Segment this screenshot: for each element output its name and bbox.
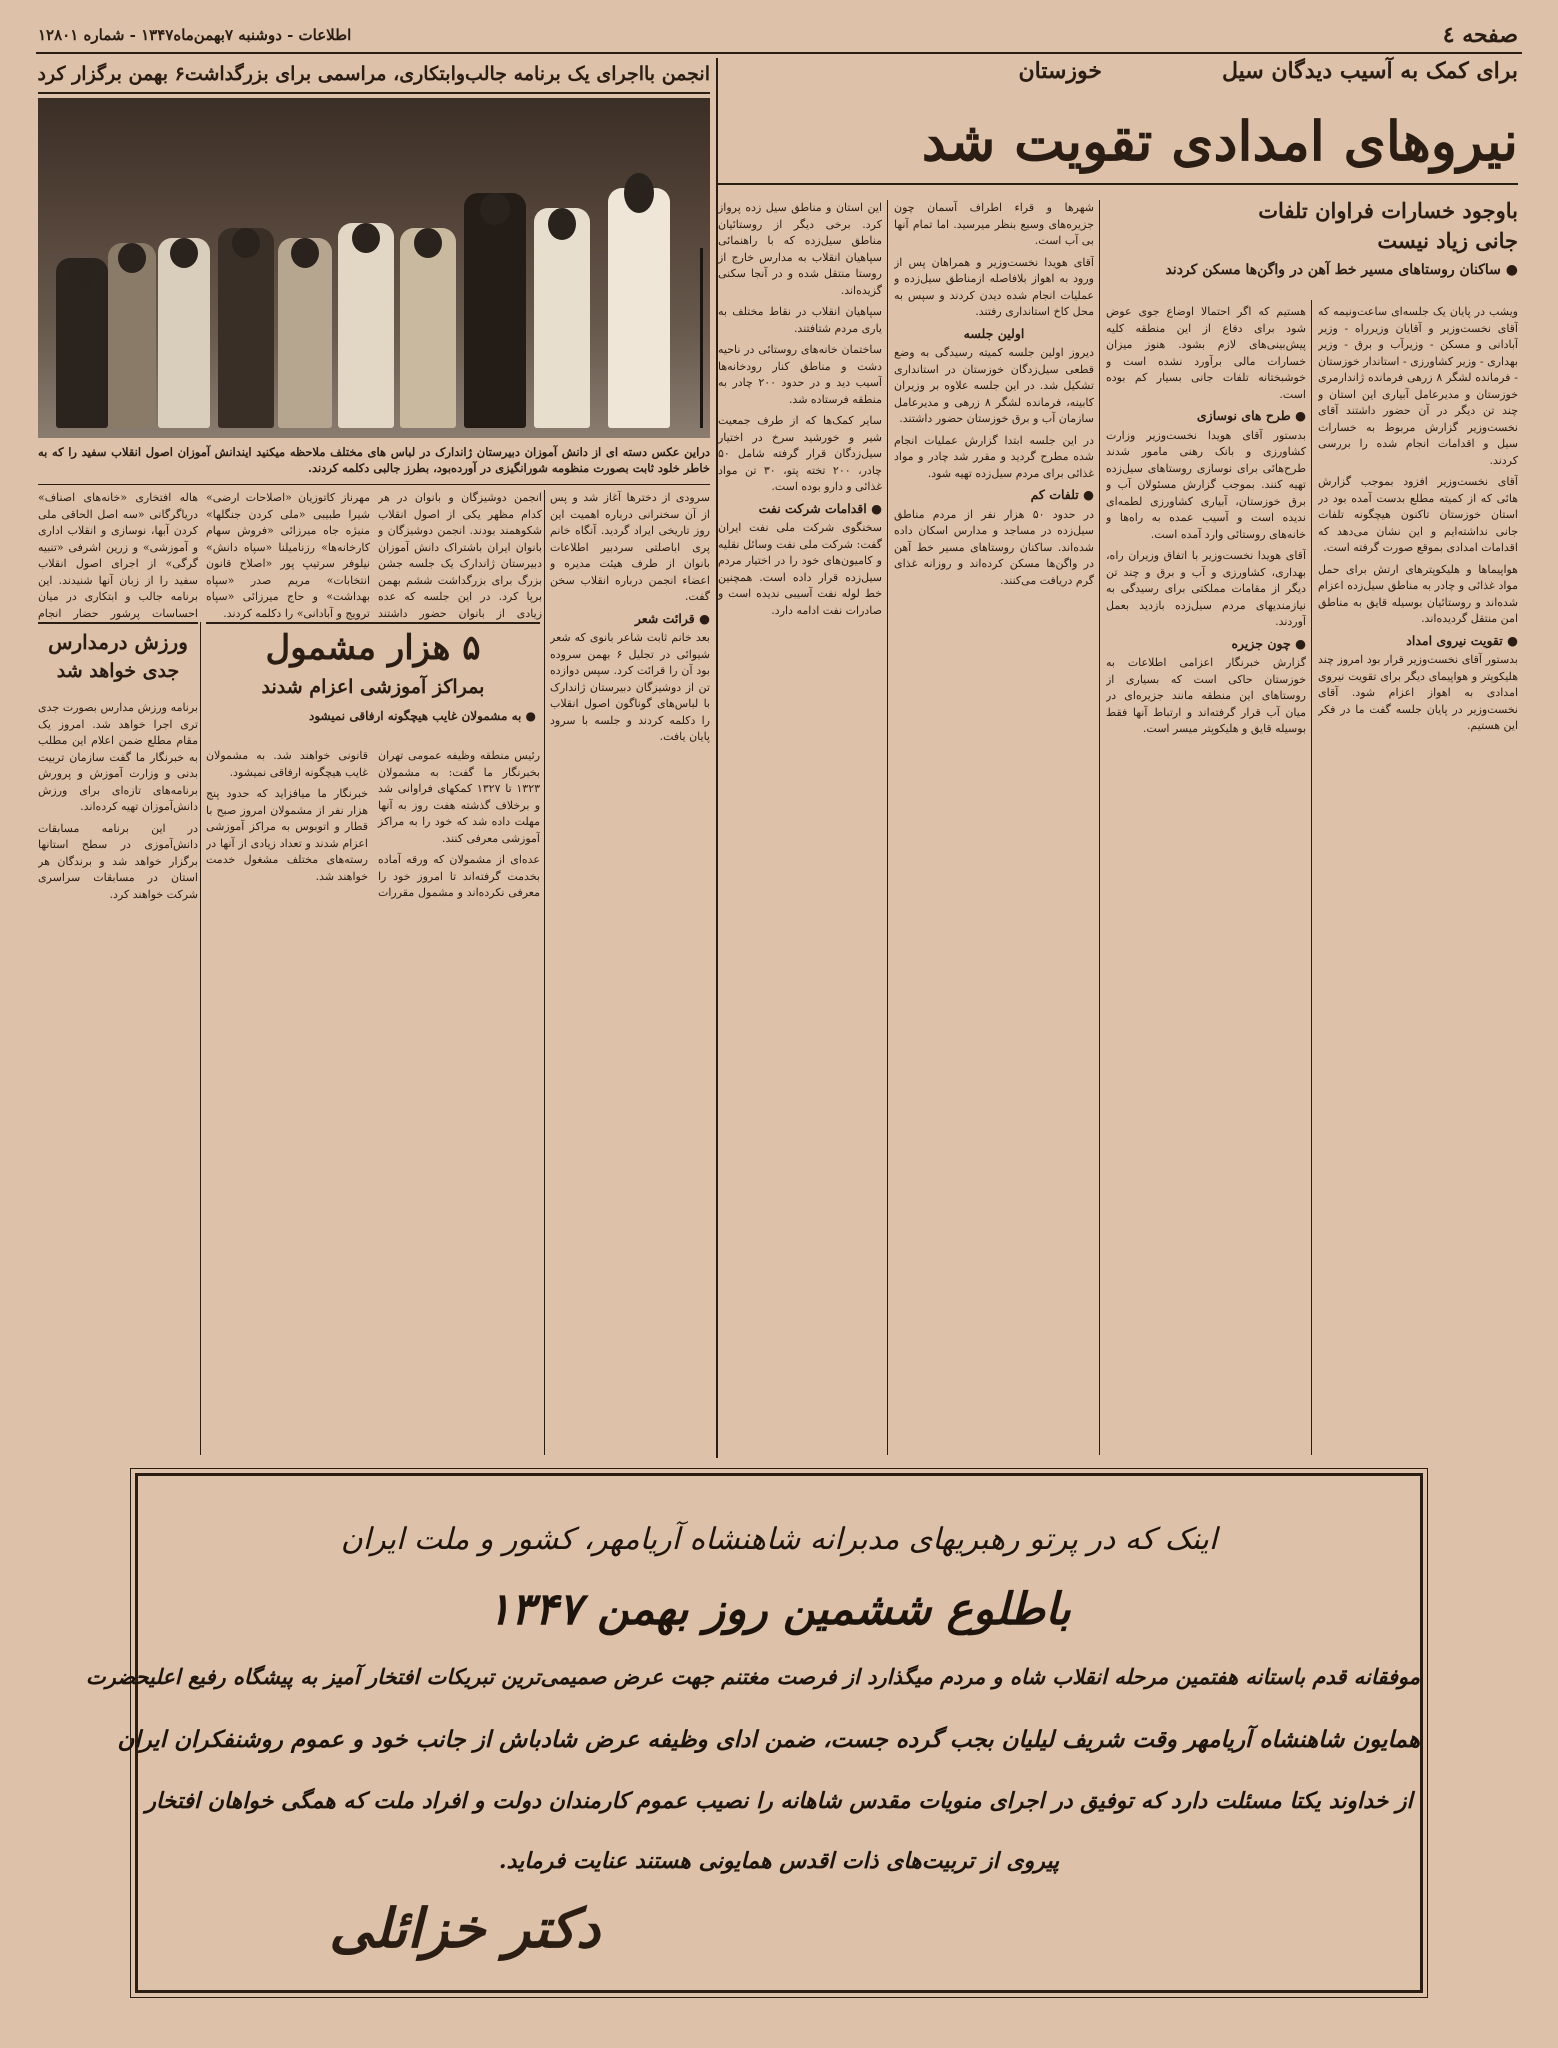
photo-story-col-2 — [206, 490, 370, 620]
lead-col-b-subhead-2: ● چون جزیره — [1231, 635, 1306, 651]
lead-col-b-p3: آقای هویدا نخست‌وزیر با اتفاق وزیران راه، بهداری، کشاورزی و آب و برق و چند تن دیگر از مقامات مملکتی برای رسیدگی به نیازمندیهای مردم سیل‌زده بازدید بعمل آوردند. — [1106, 549, 1306, 628]
photo-figure-head — [170, 238, 198, 268]
lead-column-c — [894, 200, 1094, 1455]
lead-col-d-p4: سایر کمک‌ها که از طرف جمعیت شیر و خورشید سرخ در اختیار سیل‌زدگان قرار گرفته شامل ۵۰ چادر، ۲۰۰ تخته پتو، ۳۰ تن مواد غذائی و دارو بوده است. — [718, 414, 882, 493]
sport-p1: برنامه ورزش مدارس بصورت جدی تری اجرا خواهد شد. امروز یک مقام مطلع ضمن اعلام این مطلب به خبرنگار ما گفت سازمان تربیت بدنی و وزارت آموزش و پرورش برنامه‌های تازه‌ای برای ورزش دانش‌آموزان تهیه کرده‌اند. — [38, 701, 198, 813]
conscript-p1: رئیس منطقه وظیفه عمومی تهران بخبرنگار ما گفت: به مشمولان ۱۳۲۳ تا ۱۳۲۷ کمکهای فراوانی شد و برخلاف گذشته هفت روز به آنها مهلت داده شد که خود را به مراکز آموزشی معرفی کنند. — [378, 749, 540, 845]
page-number: صفحه ٤ — [1442, 22, 1518, 48]
photo-headline-rule — [38, 92, 710, 94]
photo-figure-head — [352, 223, 380, 253]
lead-deck-3: ● ساکنان روستاهای مسیر خط آهن در واگن‌ها مسکن کردند — [1165, 262, 1518, 278]
photo-figure-head — [232, 228, 260, 258]
lead-col-a-subhead: ● تقویت نیروی امداد — [1406, 632, 1518, 648]
lead-deck-1: باوجود خسارات فراوان تلفات — [1258, 198, 1518, 223]
advert-line-2: باطلوع ششمین روز بهمن ۱۳۴۷ — [487, 1584, 1071, 1635]
lead-col-c-subhead-2: ● تلفات کم — [1030, 487, 1094, 502]
photo-col4-p2: بعد خانم ثابت شاعر بانوی که شعر شیوائی در تجلیل ۶ بهمن سروده بود آن را قرائت کرد. سپس دوازده تن از دوشیزگان دبیرستان ژاندارک با لباس‌های گوناگون اصول انقلاب را دکلمه کردند و جلسه با سرود پایان یافت. — [550, 631, 710, 743]
congratulation-advert — [85, 1473, 1423, 1993]
photo-figure — [338, 223, 394, 428]
conscript-tag: ● به مشمولان غایب هیچگونه ارفاقی نمیشود — [309, 709, 536, 723]
microphone-stand — [700, 248, 703, 428]
lead-col-c-subhead-1: اولین جلسه — [963, 325, 1025, 341]
advert-line-4: همایون شاهنشاه آریامهر وقت شریف لیلیان بجب گرده جست، ضمن ادای وظیفه عرض شادباش از جانب خود و عموم روشنفکران ایران — [117, 1726, 1420, 1753]
lead-column-b — [1106, 304, 1306, 1454]
header-rule — [36, 52, 1522, 54]
lead-region: خوزستان — [1018, 58, 1102, 84]
lead-col-b-p4: گزارش خبرنگار اعزامی اطلاعات به خوزستان حاکی است که بسیاری از روستاهای این منطقه مانند جزیره‌ای در میان آب قرار گرفته‌اند و ارتباط آنها فقط بوسیله قایق و هلیکوپتر میسر است. — [1106, 656, 1306, 735]
advert-line-5: از خداوند یکتا مسئلت دارد که توفیق در اجرای منویات مقدس شاهانه را نصیب عموم کارمندان دولت و افراد ملت که همگی خواهان افتخار — [145, 1788, 1413, 1814]
lead-col-b-subhead-1: ● طرح های نوسازی — [1196, 408, 1306, 423]
column-divider — [887, 200, 888, 1455]
photo-figure — [464, 193, 526, 428]
lead-kicker: برای کمک به آسیب دیدگان سیل — [1221, 58, 1518, 84]
story-top-rule — [206, 622, 540, 624]
conscript-p3: خبرنگار ما میافزاید که حدود پنج هزار نفر از مشمولان امروز صبح با قطار و اتوبوس به مراکز آموزشی اعزام شدند و تعداد زیادی از آنها در رسته‌های مختلف مشغول خدمت خواهند شد. — [206, 787, 368, 883]
column-divider — [1311, 300, 1312, 1455]
photo-caption: دراین عکس دسته ای از دانش آموزان دبیرستان ژاندارک در لباس های مختلف ملاحظه میکنید ایندانش آموزان اصول انقلاب سفید را که به خاطر خلود ثابت بصورت منظومه شورانگیزی در آورده‌بود، بطرز جالبی دکلمه کردند. — [38, 445, 710, 475]
lead-headline: نیروهای امدادی تقویت شد — [921, 109, 1518, 173]
photo-figure — [218, 228, 274, 428]
lead-col-c-p4: در این جلسه ابتدا گزارش عملیات انجام شده مطرح گردید و مقرر شد چادر و مواد غذائی برای مردم سیل‌زده تهیه شود. — [894, 433, 1094, 480]
photo-figure-head — [480, 193, 510, 225]
photo-figure-head — [548, 208, 576, 240]
advert-line-6: پیروی از تربیت‌های ذات اقدس همایونی هستند عنایت فرماید. — [498, 1848, 1060, 1874]
lead-column-d — [718, 200, 882, 1455]
lead-col-a-p3: هواپیماها و هلیکوپترهای ارتش برای حمل مواد غذائی و چادر به مناطق سیل‌زده اعزام شده‌اند و روستائیان بوسیله قایق به مناطق امن منتقل گردیده‌اند. — [1318, 562, 1518, 625]
lead-col-a-p2: آقای نخست‌وزیر افزود بموجب گزارش هائی که از کمیته مطلع بدست آمده بود در استان خوزستان تاکنون هیچگونه تلفات جانی نداشته‌ایم و این نشان می‌دهد که اقدامات امدادی بموقع صورت گرفته است. — [1318, 475, 1518, 554]
sport-p2: در این برنامه مسابقات دانش‌آموزی در سطح استانها برگزار خواهد شد و برندگان هر استان در مسابقات سراسری شرکت خواهند کرد. — [38, 821, 198, 901]
lead-col-c-p1: شهرها و قراء اطراف آسمان چون جزیره‌های وسیع بنظر میرسید. اما تمام آنها بی آب است. — [894, 201, 1094, 247]
caption-rule — [38, 484, 710, 485]
story-top-rule — [38, 622, 198, 624]
column-divider — [544, 490, 545, 1455]
event-photo — [38, 98, 710, 438]
photo-figure — [400, 228, 456, 428]
advert-line-1: اینک که در پرتو رهبریهای مدبرانه شاهنشاه آریامهر، کشور و ملت ایران — [340, 1522, 1218, 1557]
lead-col-c-p5: در حدود ۵۰ هزار نفر از مردم مناطق سیل‌زده در مساجد و مدارس اسکان داده شده‌اند. ساکنان روستاهای مسیر خط آهن در واگن‌ها مسکن کرده‌اند و روزانه غذای گرم دریافت می‌کنند. — [894, 507, 1094, 587]
lead-col-d-p5: سخنگوی شرکت ملی نفت ایران گفت: شرکت ملی نفت وسائل نقلیه و کامیون‌های خود را در اختیار مردم سیل‌زده قرار داده است. همچنین خط لوله نفت آسیبی ندیده است و صادرات نفت ادامه دارد. — [718, 521, 882, 617]
lead-col-a-p4: بدستور آقای نخست‌وزیر قرار بود امروز چند هلیکوپتر و هواپیمای دیگر برای تقویت نیروی امدادی به اهواز اعزام شود. آقای نخست‌وزیر در پایان جلسه گفت ما در فکر این هستیم. — [1318, 653, 1518, 732]
conscript-headline: ۵ هزار مشمول — [265, 628, 481, 668]
photo-story-col-3 — [378, 490, 542, 620]
lead-deck-2: جانی زیاد نیست — [1377, 228, 1518, 253]
lead-col-d-subhead: ● اقدامات شرکت نفت — [758, 500, 882, 516]
conscript-p2: عده‌ای از مشمولان که ورقه آماده بخدمت گرفته‌اند تا امروز خود را معرفی نکرده‌اند و مشمول مقررات قانونی خواهند شد. به مشمولان غایب هیچگونه ارفاقی نمیشود. — [206, 749, 540, 899]
photo-figure-head — [624, 173, 654, 213]
photo-figure-head — [291, 238, 319, 268]
sport-body — [38, 700, 198, 1455]
lead-col-d-p2: سپاهیان انقلاب در نقاط مختلف به یاری مردم شتافتند. — [718, 305, 882, 335]
photo-figure-head — [118, 243, 146, 273]
photo-col4-subhead: ● قرائت شعر — [634, 610, 710, 626]
lead-column-a — [1318, 304, 1518, 1454]
photo-figure — [534, 208, 590, 428]
section-divider — [716, 58, 718, 1458]
advert-signature: دکتر خزائلی — [329, 1896, 600, 1960]
conscript-subhead: بمراکز آموزشی اعزام شدند — [261, 676, 485, 698]
photo-col3-text: انجمن دوشیزگان و بانوان در هر کدام مظهر یکی از اصول انقلاب شکوهمند بودند. انجمن دوشیزگان و بانوان ایران باشتراک دانش آموزان دبیرستان ژاندارک یک جلسه جشن بزرگ برای بزرگداشت ششم بهمن برپا کرد. در این جلسه که عده زیادی از بانوان حضور داشتند — [378, 491, 542, 620]
sport-headline: ورزش درمدارس — [48, 630, 188, 654]
sport-subhead: جدی خواهد شد — [56, 660, 180, 682]
photo-figure-head — [68, 258, 96, 288]
column-divider — [200, 622, 201, 1455]
lead-col-c-p2: آقای هویدا نخست‌وزیر و همراهان پس از ورود به اهواز بلافاصله ازمناطق سیل‌زده و عملیات انجام شده دیدن کردند و سپس به محل کاخ استانداری رفتند. — [894, 255, 1094, 318]
headline-underline — [718, 183, 1518, 185]
photo-figure-head — [414, 228, 442, 258]
conscript-body — [206, 748, 540, 1453]
lead-col-c-p3: دیروز اولین جلسه کمیته رسیدگی به وضع قطعی سیل‌زدگان خوزستان در استانداری تشکیل شد. در این جلسه علاوه بر وزیران کابینه، فرمانده لشگر ۸ زرهی و مدیرعامل سازمان آب و برق خوزستان حضور داشتند. — [894, 346, 1094, 425]
lead-col-a-p1: ویشب در پایان یک جلسه‌ای ساعت‌ونیمه که آقای نخست‌وزیر و آقایان وزیرراه - وزیر آبادانی و مسکن - وزیرآب و برق - وزیر بهداری - وزیر کشاورزی - استاندار خوزستان - فرمانده لشگر ۸ زرهی فرمانده ژاندارمری خوزستان و مدیرعامل آبیاری این استان و چند تن دیگر در آن حضور داشتند آقای نخست‌وزیر گزارش مربوط به خسارات سیل و اقدامات انجام شده را بررسی کردند. — [1318, 305, 1518, 467]
photo-story-col-1 — [38, 490, 198, 620]
photo-col4-p1: سرودی از دخترها آغاز شد و پس از آن سخنرانی درباره اهمیت این روز تاریخی ایراد گردید. آنگاه خانم پری اباصلتی سردبیر اطلاعات بانوان از طرف هیئت مدیره و اعضاء انجمن درباره انقلاب سخن گفت. — [550, 491, 710, 603]
advert-line-3: موفقانه قدم باستانه هفتمین مرحله انقلاب شاه و مردم میگذارد از فرصت مغتنم جهت عرض صمیمی‌ترین تبریکات افتخار آمیز به پیشگاه رفیع اعلیحضرت — [85, 1664, 1420, 1689]
masthead-dateline: اطلاعات - دوشنبه ۷بهمن‌ماه۱۳۴۷ - شماره ۱۲۸۰۱ — [38, 26, 352, 44]
photo-figure — [608, 188, 670, 428]
photo-col1-text: هاله افتخاری «خانه‌های اصناف» دریاگرگانی «سه اصل الحاقی ملی کردن آبها، نوسازی و انقلاب اداری و آموزشی» و زرین اشرفی «تنبیه گرگی» از اجرای اصول انقلاب سفید را از زبان آنها شنیدند. این برنامه جالب و ابتکاری در میان احساسات پرشور حضار انجام — [38, 491, 198, 620]
photo-col2-text: مهرناز کاتوزیان «اصلاحات ارضی» شیرا طبیبی «ملی کردن جنگلها» منیژه جاه میرزائی «فروش سهام کارخانه‌ها» رزنامیلنا «سپاه دانش» نیلوفر سرتیپ پور «اصلاح قانون انتخابات» مریم صدر «سپاه بهداشت» و حاج میرزائی «سپاه ترویج و آبادانی» را دکلمه کردند. — [206, 491, 370, 620]
lead-col-b-p2: بدستور آقای هویدا نخست‌وزیر وزارت کشاورزی و بانک رهنی مامور شدند طرح‌هائی برای نوسازی روستاهای سیل‌زده تهیه کنند. بموجب گزارش مسئولان آب و برق خوزستان، آبیاری کشاورزی لطمه‌ای ندیده است و آسیب عمده به راه‌ها و خانه‌های روستائی وارد آمده است. — [1106, 428, 1306, 541]
photo-story-col-4 — [550, 490, 710, 1460]
lead-col-d-p3: ساختمان خانه‌های روستائی در ناحیه دشت و مناطق کنار رودخانه‌ها آسیب دید و در حدود ۲۰۰ چادر به منطقه فرستاده شد. — [718, 343, 882, 406]
photo-story-headline: انجمن بااجرای یک برنامه جالب‌وابتکاری، مراسمی برای بزرگداشت۶ بهمن برگزار کرد — [38, 63, 710, 85]
lead-col-d-p1: این استان و مناطق سیل زده پرواز کرد. برخی دیگر از روستائیان مناطق سیل‌زده که با راهنمائی سپاهیان انقلاب به مدارس خارج از روستا منتقل شده و در آنجا سکنی گزیده‌اند. — [718, 201, 882, 297]
column-divider — [1099, 200, 1100, 1455]
lead-col-b-p1: هستیم که اگر احتمالا اوضاع جوی عوض شود برای دفاع از این منطقه کلیه پیش‌بینی‌های لازم بشود. هنوز میزان خسارات مالی برآورد نشده است و خوشبختانه تلفات جانی بسیار کم بوده است. — [1106, 305, 1306, 401]
